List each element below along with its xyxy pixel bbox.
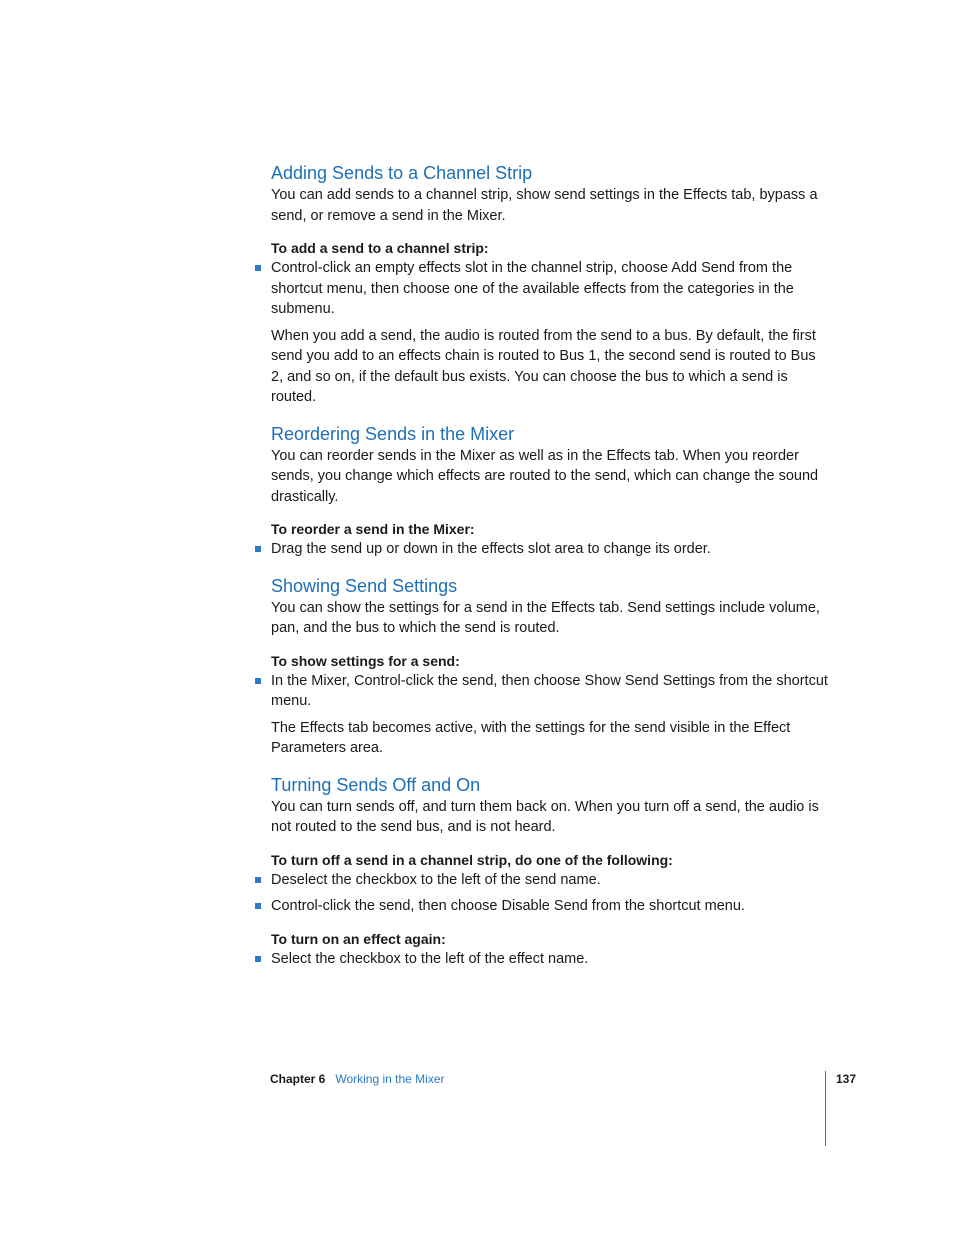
bullet-list xyxy=(271,870,831,917)
task-title: To show settings for a send: xyxy=(271,652,460,669)
section-showing-send-settings xyxy=(271,574,831,759)
bullet-list xyxy=(271,258,831,320)
bullet-icon xyxy=(255,956,261,962)
task-title: To turn off a send in a channel strip, do one of the following: xyxy=(271,851,673,868)
list-item: Drag the send up or down in the effects slot area to change its order. xyxy=(271,539,831,560)
section-intro: You can show the settings for a send in the Effects tab. Send settings include volume, pan, and the bus to which the send is routed. xyxy=(271,599,820,636)
task-title: To reorder a send in the Mixer: xyxy=(271,521,475,537)
list-item: Control-click the send, then choose Disable Send from the shortcut menu. xyxy=(271,896,831,917)
bullet-list xyxy=(271,539,831,560)
section-heading: Turning Sends Off and On xyxy=(271,774,481,795)
section-heading: Adding Sends to a Channel Strip xyxy=(271,163,533,183)
bullet-list xyxy=(271,949,831,970)
section-adding-sends xyxy=(271,161,831,408)
section-heading: Reordering Sends in the Mixer xyxy=(271,423,515,444)
section-heading: Showing Send Settings xyxy=(271,575,458,596)
footer-divider xyxy=(825,1071,826,1146)
bullet-icon xyxy=(255,546,261,552)
bullet-icon xyxy=(255,265,261,271)
page-number: 137 xyxy=(836,1072,857,1086)
list-item: Deselect the checkbox to the left of the send name. xyxy=(271,870,831,891)
document-body xyxy=(271,161,831,969)
section-intro: You can reorder sends in the Mixer as well as in the Effects tab. When you reorder sends, you change which effects are routed to the send, which can change the sound drastically. xyxy=(271,447,819,505)
list-item: Select the checkbox to the left of the effect name. xyxy=(271,949,831,970)
bullet-icon xyxy=(255,678,261,684)
section-turning-sends-off-on xyxy=(271,773,831,970)
task-title: To add a send to a channel strip: xyxy=(271,240,489,256)
bullet-icon xyxy=(255,903,261,909)
list-item: In the Mixer, Control-click the send, then choose Show Send Settings from the shortcut menu. xyxy=(271,671,831,712)
section-note: When you add a send, the audio is routed from the send to a bus. By default, the first send you add to an effects chain is routed to Bus 1, the second send is routed to Bus 2, and so on, if the default bus exists. You can choose the bus to which a send is routed. xyxy=(271,327,816,405)
section-intro: You can turn sends off, and turn them back on. When you turn off a send, the audio is not routed to the send bus, and is not heard. xyxy=(271,798,819,835)
bullet-list xyxy=(271,671,831,712)
task-title: To turn on an effect again: xyxy=(271,930,446,947)
footer-chapter-title: Working in the Mixer xyxy=(335,1072,445,1086)
list-item: Control-click an empty effects slot in the channel strip, choose Add Send from the shortcut menu, then choose one of the available effects from the categories in the submenu. xyxy=(271,258,831,320)
section-note: The Effects tab becomes active, with the settings for the send visible in the Effect Parameters area. xyxy=(271,719,791,756)
section-reordering-sends xyxy=(271,422,831,560)
page-footer xyxy=(270,1072,445,1086)
bullet-icon xyxy=(255,877,261,883)
footer-chapter: Chapter 6 xyxy=(270,1072,326,1086)
section-intro: You can add sends to a channel strip, show send settings in the Effects tab, bypass a send, or remove a send in the Mixer. xyxy=(271,187,818,224)
